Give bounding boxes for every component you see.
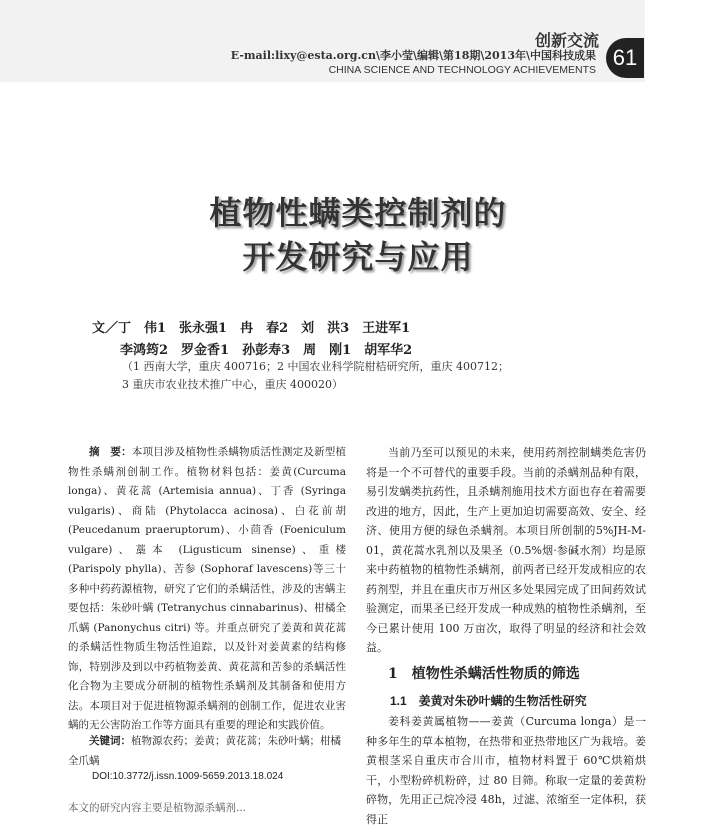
affiliations [122, 358, 509, 394]
page-number: 61 [612, 45, 638, 70]
authors [92, 318, 412, 362]
left-bottom-text: 本文的研究内容主要是植物源杀螨剂... [68, 802, 247, 814]
introduction [366, 443, 646, 658]
keywords-label: 关键词： [89, 735, 131, 747]
keywords-text: 植物源农药；姜黄；黄花蒿；朱砂叶螨；柑橘全爪螨 [68, 735, 341, 767]
section-1-1-text [366, 712, 646, 829]
abstract [68, 443, 346, 736]
journal-meta: E-mail:lixy@esta.org.cn\李小莹\编辑\第18期\2013年\中国科技成果 [230, 49, 596, 62]
section-1-1-heading: 1.1 姜黄对朱砂叶螨的生物活性研究 [390, 694, 587, 708]
authors-line2: 李鸿筠2 罗金香1 孙彭寿3 周 刚1 胡军华2 [120, 343, 413, 358]
affiliations-line1: （1 西南大学，重庆 400716；2 中国农业科学院柑桔研究所，重庆 400712； [122, 360, 509, 373]
doi: DOI:10.3772/j.issn.1009-5659.2013.18.024 [92, 771, 284, 782]
journal-column: 创新交流 [535, 31, 600, 50]
article-title-line2: 开发研究与应用 [242, 238, 474, 276]
abstract-text: 本项目涉及植物性杀螨物质活性测定及新型植物性杀螨剂创制工作。植物材料包括：姜黄(Curcuma longa)、黄花蒿 (Artemisia annua)、丁香 (Syringa vulgaris)、商陆 (Phytolacca acinosa)、白花前胡 (Peucedanum praeruptorum)、小茴香 (Foeniculum vulgare)、藁本 (Ligusticum sinense)、重楼 (Parispoly phylla)、苦参 (Sophoraf lavescens)等三十多种中药药源植物，研究了它们的杀螨活性，涉及的害螨主要包括：朱砂叶螨 (Tetranychus cinnabarinus)、柑橘全爪螨 (Panonychus citri) 等。并重点研究了姜黄和黄花蒿的杀螨活性物质生物活性追踪，以及针对姜黄素的结构修饰，特别涉及到以中药植物姜黄、黄花蒿和苦参的杀螨活性化合物为主要成分研制的植物性杀螨剂及其制备和使用方法。本项目对于促进植物源杀螨剂的创制工作，促进农业害螨的无公害防治工作等方面具有重要的理论和实践价值。 [68, 446, 347, 731]
keywords [68, 732, 346, 771]
section-1-heading: 1 植物性杀螨活性物质的筛选 [388, 666, 580, 682]
journal-english-title: CHINA SCIENCE AND TECHNOLOGY ACHIEVEMENTS [328, 64, 596, 76]
affiliations-line2: 3 重庆市农业技术推广中心，重庆 400020） [122, 378, 343, 391]
abstract-label: 摘 要： [89, 446, 132, 458]
section-1-1-paragraph: 姜科姜黄属植物——姜黄（Curcuma longa）是一种多年生的草本植物，在热带和亚热带地区广为栽培。姜黄根茎采自重庆市合川市，植物材料置于 60℃烘箱烘干，小型粉碎机粉碎，过 80 目筛。称取一定量的姜黄粉碎物，先用正己烷冷浸 48h，过滤、浓缩至一定体积，获得正 [366, 715, 646, 826]
article-title-line1: 植物性螨类控制剂的 [209, 194, 507, 232]
intro-text: 当前乃至可以预见的未来，使用药剂控制螨类危害仍将是一个不可替代的重要手段。当前的杀螨剂品种有限，易引发螨类抗药性，且杀螨剂施用技术方面也存在着需要改进的地方，因此，生产上更加迫切需要高效、安全、经济、使用方便的绿色杀螨剂。本项目所创制的5%JH-M-01，黄花蒿水乳剂以及果圣（0.5%烟·参碱水剂）均是原来中药植物的植物性杀螨剂，前两者已经开发成相应的农药剂型，并且在重庆市万州区多处果园完成了田间药效试验测定，而果圣已经开发成一种成熟的植物性杀螨剂，至今已累计使用 100 万亩次，取得了明显的经济和社会效益。 [366, 446, 646, 654]
authors-line1: 文／丁 伟1 张永强1 冉 春2 刘 洪3 王进军1 [92, 321, 411, 336]
